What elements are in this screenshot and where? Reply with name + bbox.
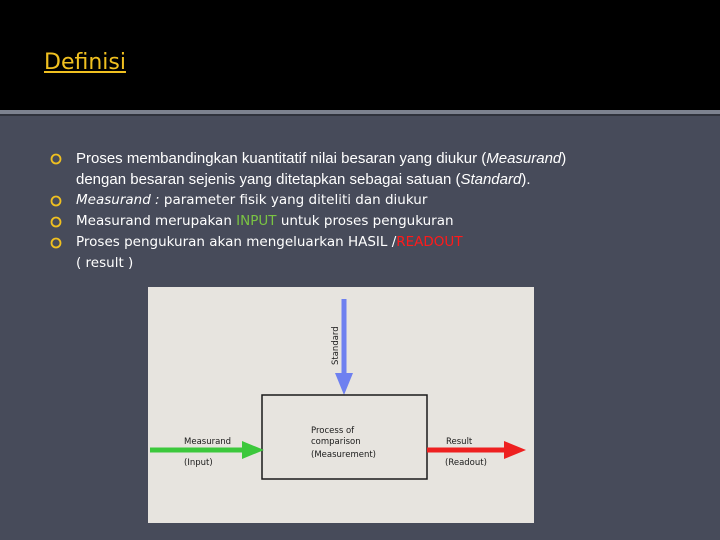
title-band <box>0 0 720 110</box>
slide-title: Definisi <box>44 50 126 75</box>
output-label: Result <box>446 437 473 447</box>
bullet-item <box>50 148 690 190</box>
bullet-icon <box>50 195 62 207</box>
divider-shadow <box>0 114 720 116</box>
bullet-item <box>50 232 690 274</box>
input-term: INPUT <box>236 213 277 229</box>
bullet-list <box>50 148 690 274</box>
standard-label: Standard <box>331 326 341 365</box>
measurand-term: Measurand : <box>76 192 160 208</box>
input-sub-label: (Input) <box>184 458 213 468</box>
bullet-text: ) <box>561 150 567 167</box>
bullet-icon <box>50 216 62 228</box>
bullet-icon <box>50 237 62 249</box>
bullet-text: untuk proses pengukuran <box>276 213 454 229</box>
readout-term: READOUT <box>396 234 463 250</box>
bullet-icon <box>50 153 62 165</box>
output-arrow <box>427 441 526 459</box>
standard-term: Standard <box>460 171 522 188</box>
process-label: (Measurement) <box>311 450 376 460</box>
input-label: Measurand <box>184 437 232 447</box>
bullet-text: ). <box>521 171 531 188</box>
bullet-text: Proses membandingkan kuantitatif nilai besaran yang diukur ( <box>76 150 487 167</box>
bullet-item <box>50 211 690 232</box>
bullet-text: Proses pengukuran akan mengeluarkan HASIL / <box>76 234 397 250</box>
process-label: comparison <box>311 437 361 447</box>
measurand-term: Measurand <box>486 150 562 167</box>
process-label: Process of <box>311 426 355 436</box>
bullet-text: Measurand merupakan <box>76 213 237 229</box>
bullet-text: dengan besaran sejenis yang ditetapkan sebagai satuan ( <box>76 171 461 188</box>
bullet-text: ( result ) <box>76 255 134 271</box>
output-sub-label: (Readout) <box>445 458 487 468</box>
bullet-item <box>50 190 690 211</box>
measurement-diagram <box>148 287 534 523</box>
bullet-text: parameter fisik yang diteliti dan diukur <box>159 192 428 208</box>
